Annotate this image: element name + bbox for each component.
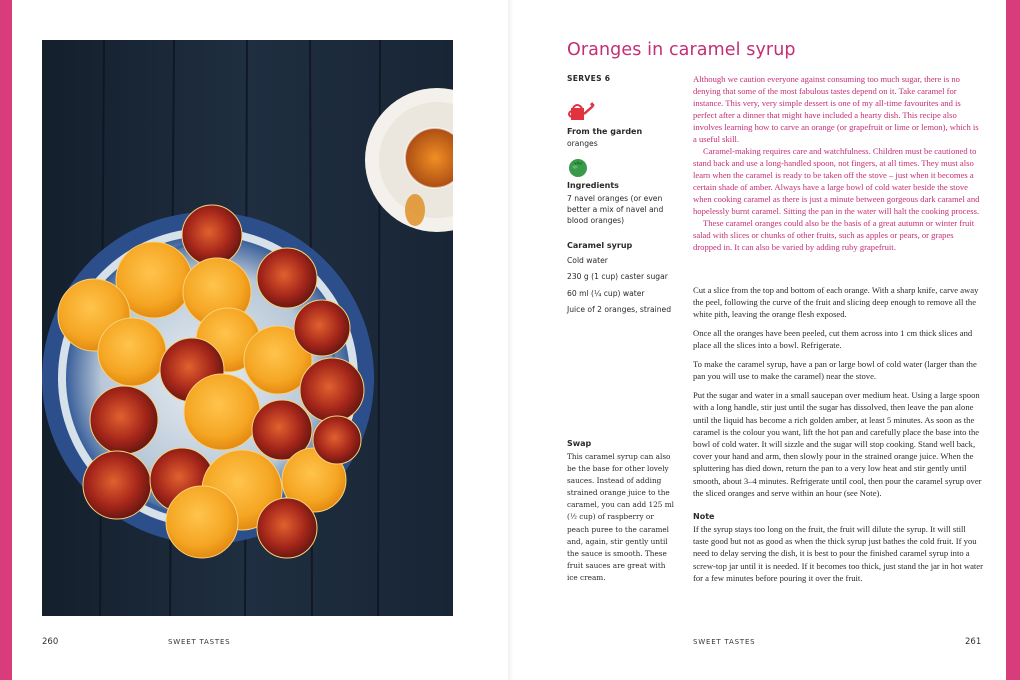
method-step: Once all the oranges have been peeled, cut them across into 1 cm thick slices and place all the slices into a bowl. Refrigerate. [693, 328, 973, 351]
syrup-ingredient: 60 ml (¼ cup) water [567, 288, 645, 298]
ingredients-value: 7 navel oranges (or even better a mix of navel and blood oranges) [567, 194, 664, 226]
page-edge-left [0, 0, 12, 680]
page-number-left: 260 [42, 637, 59, 647]
swap-heading: Swap [567, 439, 592, 448]
syrup-ingredient: Cold water [567, 256, 608, 265]
tomato-icon [567, 156, 589, 178]
intro-paragraph: Caramel-making requires care and watchfulness. Children must be cautioned to stand back and use a long-handled spoon, not fingers, at all times. They must also learn when the caramel is ready to be taken off the stove – just when it becomes a certain shade of amber. Always have a large bowl of cold water beside the stove when cooking caramel as there is just a minute between gorgeous dark caramel and hopelessly burnt caramel. Sitting the pan in the water will halt the cooking process. [693, 146, 980, 216]
running-head-right: SWEET TASTES [693, 638, 756, 646]
note-text: If the syrup stays too long on the fruit, the fruit will dilute the syrup. It will still taste good but not as good as when the thick syrup just bathes the cold fruit. If you need to delay serving the dish, it is best to pour the finished caramel syrup into a screw-top jar until it is needed. If it becomes too thick, just stand the jar in hot water for a few minutes before pouring it over the fruit. [693, 524, 983, 583]
garden-heading: From the garden [567, 127, 643, 136]
note-heading: Note [693, 512, 715, 521]
method-step: Cut a slice from the top and bottom of each orange. With a sharp knife, carve away the peel, following the curve of the fruit and slicing deep enough to remove all the white pith, leaving the orange flesh exposed. [693, 285, 979, 320]
running-head-left: SWEET TASTES [168, 638, 231, 646]
intro-paragraph: Although we caution everyone against consuming too much sugar, there is no denying that some of the most fabulous tastes depend on it. Take caramel for instance. This very, very simple dessert is one of my all-time favourites and is perfect after a dinner that might have included a hearty dish. This recipe also involves learning how to carve an orange (or grapefruit or lime or lemon), which is a useful skill. [693, 74, 979, 144]
ingredients-heading: Ingredients [567, 181, 619, 190]
syrup-ingredient: 230 g (1 cup) caster sugar [567, 272, 668, 282]
book-gutter [508, 0, 514, 680]
method-step: Put the sugar and water in a small saucepan over medium heat. Using a large spoon with a long handle, stir just until the sugar has dissolved, then leave the pan alone until the liquid has become a rich golden amber, at least 5 minutes. As soon as the caramel is the colour you want, lift the hot pan and carefully place the base into the bowl of cold water. It will sizzle and the sugar will stop cooking. Stand well back, cover your hand and arm, then slowly pour in the strained orange juice. When the spluttering has died down, return the pan to a very low heat and stir gently until smooth, about 3–4 minutes. Refrigerate until cool, then pour the caramel syrup over the sliced oranges and serve within an hour (see Note). [693, 390, 982, 498]
method-text [693, 284, 983, 506]
serves-label: SERVES 6 [567, 74, 611, 83]
intro-paragraph: These caramel oranges could also be the basis of a great autumn or winter fruit salad with slices or chunks of other fruits, such as apples or pears, or grapes dropped in. It can also be varied by adding ruby grapefruit. [693, 218, 975, 252]
method-step: To make the caramel syrup, have a pan or large bowl of cold water (larger than the pan you will use to make the caramel) near the stove. [693, 359, 977, 382]
syrup-ingredient: Juice of 2 oranges, strained [567, 305, 672, 315]
garden-value: oranges [567, 139, 598, 148]
intro-text [693, 73, 983, 253]
dish-photo [42, 40, 453, 616]
page-edge-right [1006, 0, 1020, 680]
caramel-syrup-heading: Caramel syrup [567, 241, 633, 250]
page-number-right: 261 [965, 637, 982, 647]
caramel-syrup-list [567, 255, 673, 321]
watering-can-icon [567, 100, 595, 122]
recipe-title: Oranges in caramel syrup [567, 40, 796, 60]
swap-text: This caramel syrup can also be the base for other lovely sauces. Instead of adding strained orange juice to the caramel, you can add 125 ml (½ cup) of raspberry or peach puree to the caramel and, again, stir gently until the sauce is smooth. These fruit sauces are great with ice cream. [567, 452, 674, 582]
